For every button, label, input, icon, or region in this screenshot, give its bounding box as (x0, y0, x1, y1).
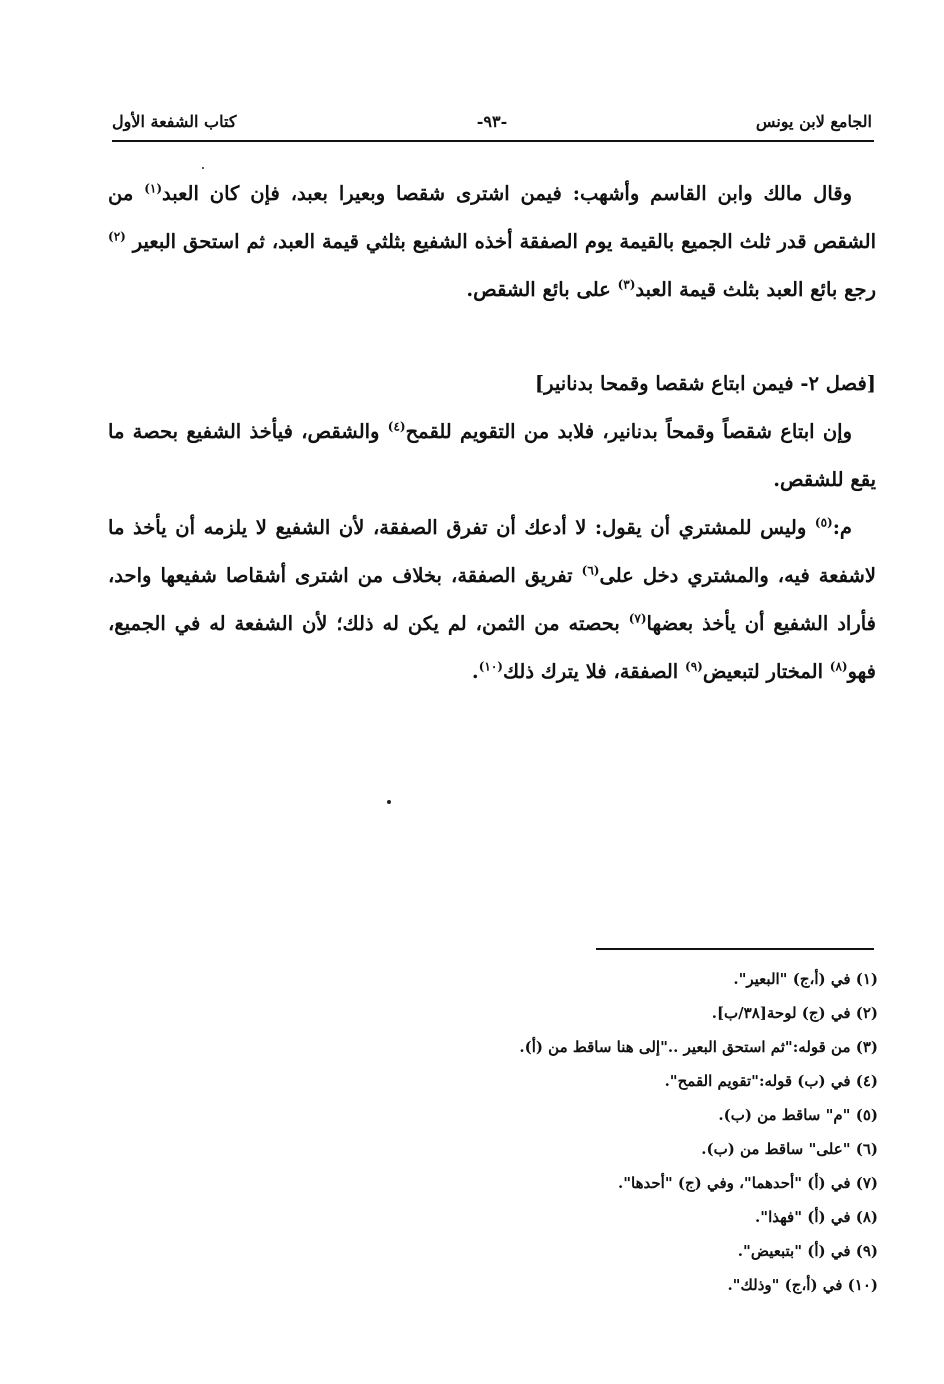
page-number: -٩٣- (476, 112, 508, 131)
text-span: وإن ابتاع شقصاً وقمحاً بدنانير، فلابد من التقويم للقمح (405, 420, 852, 443)
section-heading: [فصل ٢- فيمن ابتاع شقصا وقمحا بدنانير] (534, 372, 876, 395)
chapter-title: كتاب الشفعة الأول (112, 112, 237, 131)
footnote-ref-7: (٧) (628, 611, 647, 626)
text-span: المختار لتبعيض (702, 660, 830, 683)
footnote-item: (٣) من قوله:"ثم استحق البعير .."إلى هنا ساقط من (أ). (519, 1038, 878, 1056)
footnote-ref-10: (١٠) (478, 659, 503, 674)
paragraph-2 (108, 408, 876, 504)
text-span: الصفقة، فلا يترك ذلك (502, 660, 686, 683)
text-span: م: (832, 516, 852, 539)
text-span: والشقص، فيأخذ الشفيع بحصة ما يقع للشقص. (108, 420, 876, 491)
footnote-ref-1: (١) (144, 181, 163, 196)
footnote-item: (١) في (أ،ج) "البعير". (733, 970, 878, 988)
main-text (108, 170, 876, 696)
text-span: من الشقص قدر ثلث الجميع بالقيمة يوم الصفقة أخذه الشفيع بثلثي قيمة العبد، ثم استحق البعير (108, 182, 876, 253)
footnote-item: (١٠) في (أ،ج) "وذلك". (727, 1276, 878, 1294)
footnote-item: (٤) في (ب) قوله:"تقويم القمح". (664, 1072, 878, 1090)
footnote-item: (٩) في (أ) "بتبعيض". (737, 1242, 878, 1260)
footnote-item: (٦) "على" ساقط من (ب). (701, 1140, 878, 1158)
text-span: وقال مالك وابن القاسم وأشهب: فيمن اشترى شقصا وبعيرا بعبد، فإن كان العبد (162, 182, 852, 205)
footnote-item: (٥) "م" ساقط من (ب). (718, 1106, 878, 1124)
text-span: وليس للمشتري أن يقول: لا أدعك أن تفرق الصفقة، لأن الشفيع لا يلزمه أن يأخذ ما لاشفعة فيه، والمشتري دخل على (108, 516, 876, 587)
footnote-ref-2: (٢) (108, 229, 126, 244)
footnote-ref-4: (٤) (387, 419, 406, 434)
header-rule (112, 140, 874, 142)
text-span: على بائع الشقص. (466, 278, 618, 301)
book-title: الجامع لابن يونس (755, 112, 872, 131)
footnote-item: (٧) في (أ) "أحدهما"، وفي (ج) "أحدها". (617, 1174, 878, 1192)
footnote-item: (٨) في (أ) "فهذا". (755, 1208, 878, 1226)
footnote-ref-3: (٣) (617, 277, 636, 292)
footnote-ref-9: (٩) (685, 659, 703, 674)
footnote-separator (596, 948, 874, 950)
text-span: تفريق الصفقة، بخلاف من اشترى أشقاصا شفيعها واحد، فأراد الشفيع أن يأخذ بعضها (108, 564, 876, 635)
paragraph-1 (108, 170, 876, 314)
footnote-item: (٢) في (ج) لوحة[٣٨/ب]. (711, 1004, 878, 1022)
footnote-ref-5: (٥) (814, 515, 833, 530)
footnotes (358, 962, 878, 1302)
scan-speck (387, 800, 391, 804)
scan-speck (202, 167, 204, 169)
text-span: رجع بائع العبد بثلث قيمة العبد (635, 278, 876, 301)
text-span: . (471, 660, 479, 683)
paragraph-3 (108, 504, 876, 696)
footnote-ref-8: (٨) (829, 659, 848, 674)
running-header (112, 112, 872, 138)
text-span: بحصته من الثمن، لم يكن له ذلك؛ لأن الشفعة له في الجميع، فهو (108, 612, 876, 683)
footnote-ref-6: (٦) (581, 563, 600, 578)
